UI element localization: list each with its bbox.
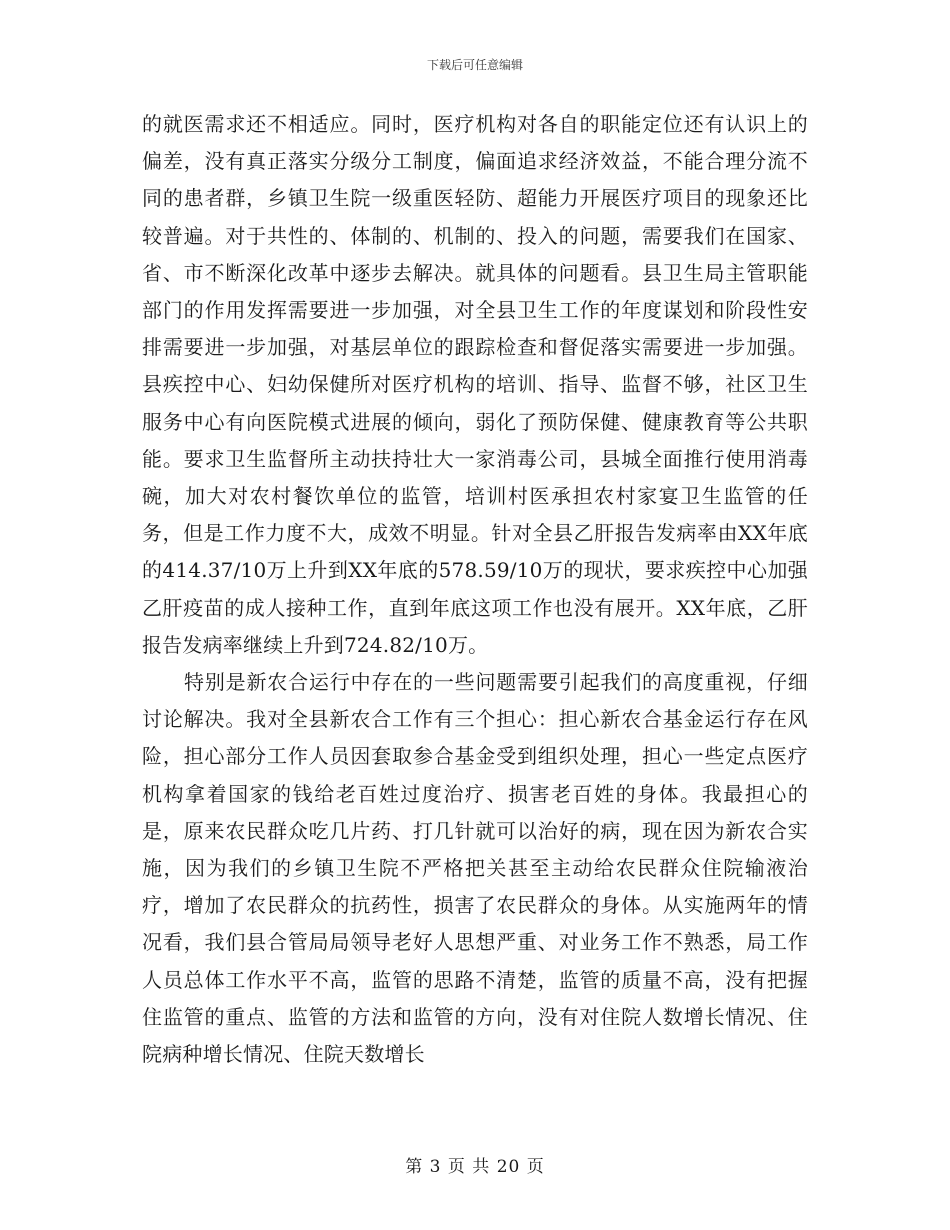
- paragraph-continued: 的就医需求还不相适应。同时，医疗机构对各自的职能定位还有认识上的偏差，没有真正落实分级分工制度，偏面追求经济效益，不能合理分流不同的患者群，乡镇卫生院一级重医轻防、超能力开展医疗项目的现象还比较普遍。对于共性的、体制的、机制的、投入的问题，需要我们在国家、省、市不断深化改革中逐步去解决。就具体的问题看。县卫生局主管职能部门的作用发挥需要进一步加强，对全县卫生工作的年度谋划和阶段性安排需要进一步加强，对基层单位的跟踪检查和督促落实需要进一步加强。县疾控中心、妇幼保健所对医疗机构的培训、指导、监督不够，社区卫生服务中心有向医院模式进展的倾向，弱化了预防保健、健康教育等公共职能。要求卫生监督所主动扶持壮大一家消毒公司，县城全面推行使用消毒碗，加大对农村餐饮单位的监管，培训村医承担农村家宴卫生监管的任务，但是工作力度不大，成效不明显。针对全县乙肝报告发病率由XX年底的414.37/10万上升到XX年底的578.59/10万的现状，要求疾控中心加强乙肝疫苗的成人接种工作，直到年底这项工作也没有展开。XX年底，乙肝报告发病率继续上升到724.82/10万。: [142, 112, 808, 657]
- paragraph: 特别是新农合运行中存在的一些问题需要引起我们的高度重视，仔细讨论解决。我对全县新农合工作有三个担心：担心新农合基金运行存在风险，担心部分工作人员因套取参合基金受到组织处理，担心一些定点医疗机构拿着国家的钱给老百姓过度治疗、损害老百姓的身体。我最担心的是，原来农民群众吃几片药、打几针就可以治好的病，现在因为新农合实施，因为我们的乡镇卫生院不严格把关甚至主动给农民群众住院输液治疗，增加了农民群众的抗药性，损害了农民群众的身体。从实施两年的情况看，我们县合管局局领导老好人思想严重、对业务工作不熟悉，局工作人员总体工作水平不高，监管的思路不清楚，监管的质量不高，没有把握住监管的重点、监管的方法和监管的方向，没有对住院人数增长情况、住院病种增长情况、住院天数增长: [142, 670, 808, 1067]
- page-header: 下载后可任意编辑: [426, 58, 523, 72]
- body-text: [142, 106, 808, 1073]
- page-footer: 第 3 页 共 20 页: [405, 1157, 545, 1177]
